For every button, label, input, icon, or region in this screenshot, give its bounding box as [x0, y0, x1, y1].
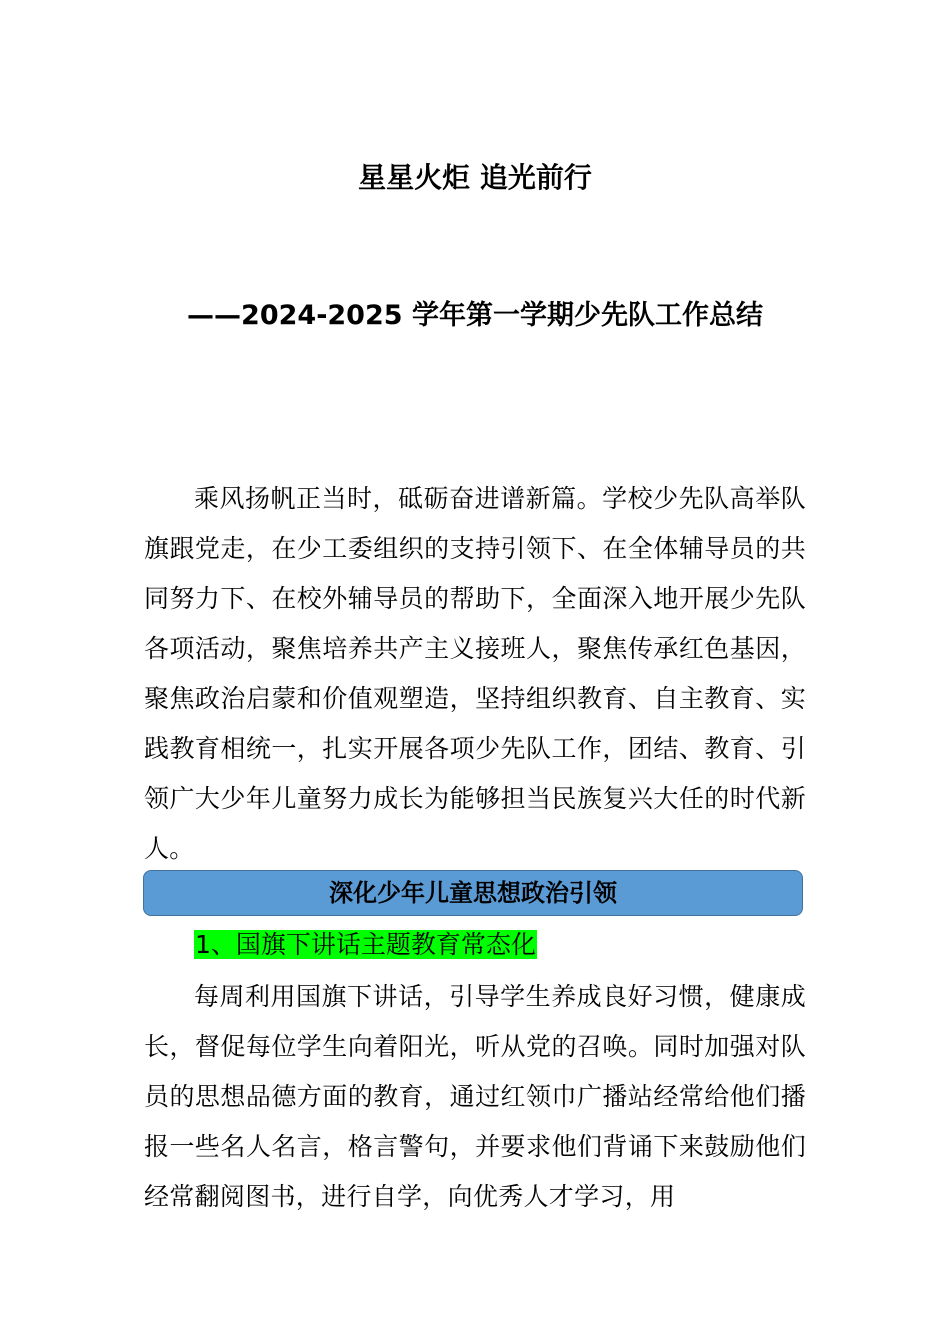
subsection-heading: 1、国旗下讲话主题教育常态化 — [195, 930, 536, 959]
section-heading: 深化少年儿童思想政治引领 — [143, 870, 803, 916]
document-subtitle: ——2024-2025 学年第一学期少先队工作总结 — [187, 300, 763, 331]
subsection-paragraph: 每周利用国旗下讲话，引导学生养成良好习惯，健康成长，督促每位学生向着阳光，听从党的召唤。同时加强对队员的思想品德方面的教育，通过红领巾广播站经常给他们播报一些名人名言，格言警句，并要求他们背诵下来鼓励他们经常翻阅图书，进行自学，向优秀人才学习，用 — [144, 982, 806, 1211]
intro-paragraph: 乘风扬帆正当时，砥砺奋进谱新篇。学校少先队高举队旗跟党走，在少工委组织的支持引领下、在全体辅导员的共同努力下、在校外辅导员的帮助下，全面深入地开展少先队各项活动，聚焦培养共产主义接班人，聚焦传承红色基因，聚焦政治启蒙和价值观塑造，坚持组织教育、自主教育、实践教育相统一，扎实开展各项少先队工作，团结、教育、引领广大少年儿童努力成长为能够担当民族复兴大任的时代新人。 — [144, 484, 806, 863]
subsection-heading-line — [194, 923, 537, 967]
document-title: 星星火炬 追光前行 — [358, 161, 592, 194]
